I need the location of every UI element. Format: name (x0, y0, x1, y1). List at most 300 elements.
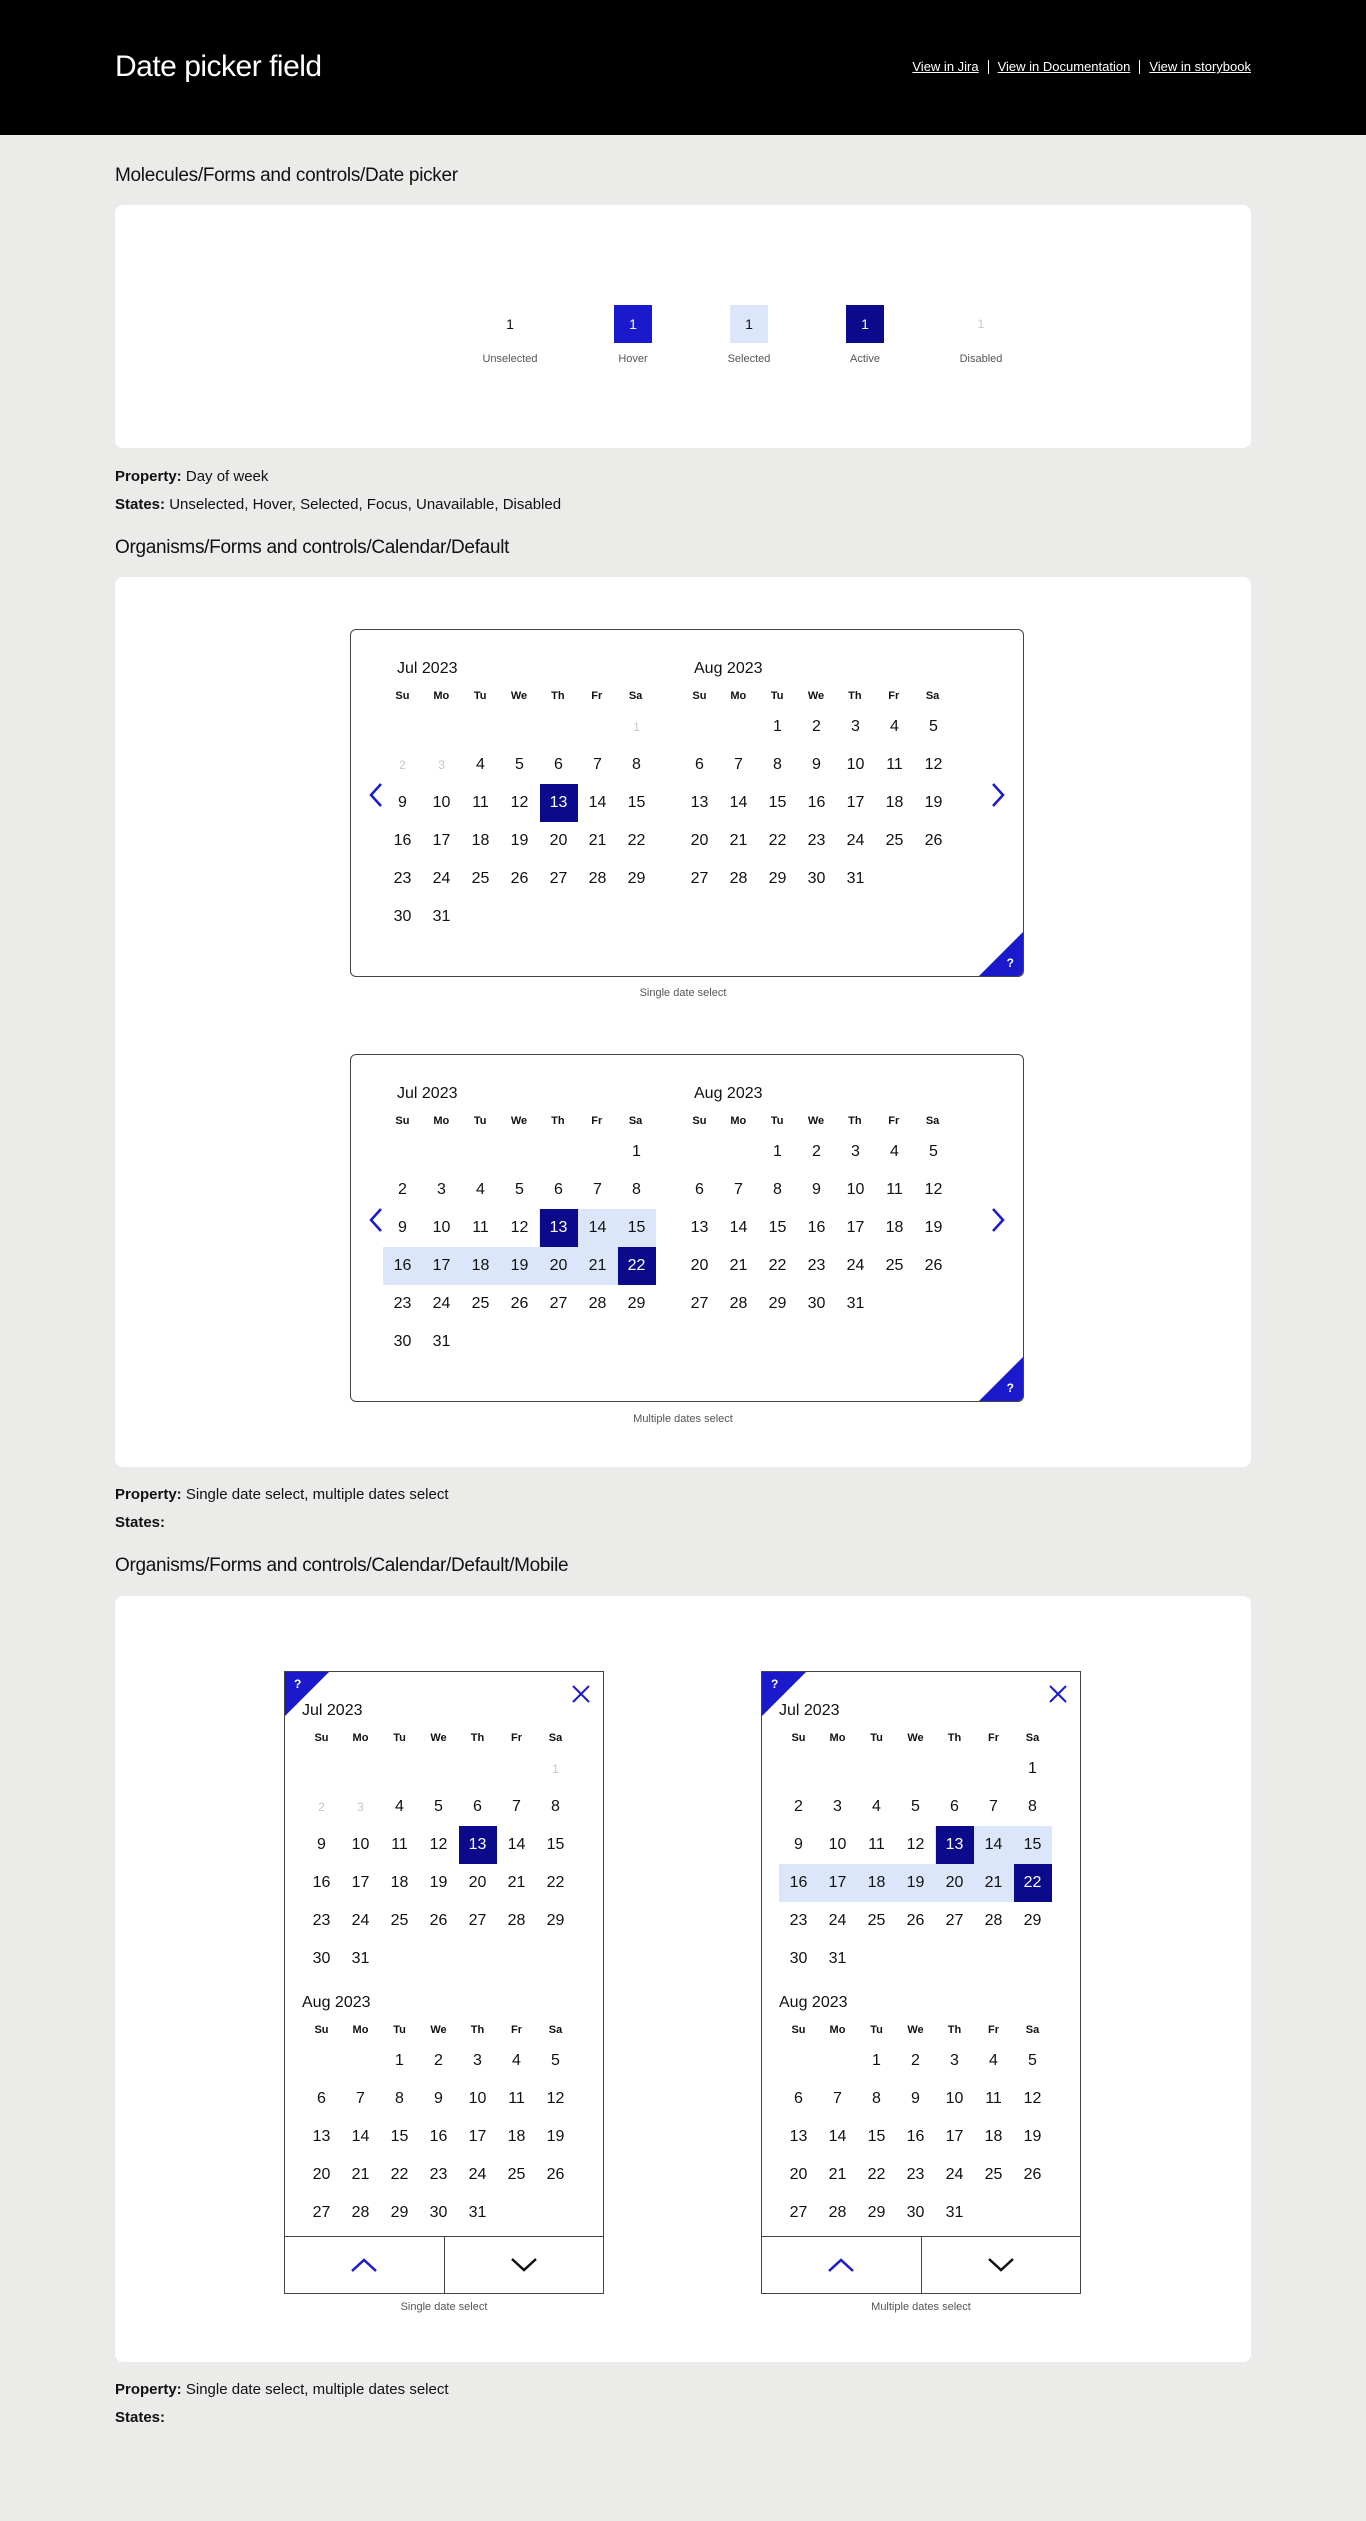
calendar-day[interactable]: 8 (773, 1181, 782, 1198)
calendar-day[interactable]: 1 (872, 2052, 881, 2069)
calendar-day[interactable]: 8 (632, 756, 641, 773)
calendar-day[interactable]: 17 (422, 1247, 461, 1285)
calendar-day[interactable]: 13 (789, 2128, 808, 2145)
calendar-day[interactable]: 16 (807, 1219, 826, 1236)
calendar-day[interactable]: 25 (885, 1257, 904, 1274)
calendar-day[interactable]: 13 (312, 2128, 331, 2145)
calendar-day[interactable]: 27 (945, 1912, 964, 1929)
weekday-header (779, 2024, 1052, 2036)
calendar-day[interactable]: 31 (432, 1333, 451, 1350)
calendar-day[interactable]: 26 (510, 1295, 529, 1312)
calendar-day[interactable]: 23 (789, 1912, 808, 1929)
calendar-day[interactable]: 26 (906, 1912, 925, 1929)
chevron-down-icon[interactable] (922, 2237, 1081, 2293)
calendar-day[interactable]: 19 (546, 2128, 565, 2145)
chevron-up-icon[interactable] (762, 2237, 922, 2293)
calendar-day[interactable]: 20 (312, 2166, 331, 2183)
calendar-day[interactable]: 15 (627, 794, 646, 811)
weekday-header (302, 2024, 575, 2036)
calendar-day[interactable]: 26 (429, 1912, 448, 1929)
calendar-day[interactable]: 29 (390, 2204, 409, 2221)
calendar-day[interactable]: 14 (729, 1219, 748, 1236)
calendar-day[interactable]: 23 (807, 832, 826, 849)
calendar-day[interactable]: 11 (868, 1836, 885, 1853)
calendar-day[interactable]: 13 (539, 1209, 578, 1247)
weekday-header (680, 690, 952, 702)
calendar-day[interactable]: 17 (351, 1874, 370, 1891)
calendar-day[interactable]: 28 (351, 2204, 370, 2221)
calendar-day[interactable]: 8 (632, 1181, 641, 1198)
calendar-day[interactable]: 11 (472, 794, 489, 811)
calendar-day[interactable]: 28 (729, 1295, 748, 1312)
calendar-day[interactable]: 21 (351, 2166, 370, 2183)
mobile-calendar-footer (761, 2236, 1081, 2294)
calendar-day[interactable]: 23 (429, 2166, 448, 2183)
calendar-day[interactable]: 20 (468, 1874, 487, 1891)
calendar-day[interactable]: 20 (789, 2166, 808, 2183)
calendar-day[interactable]: 24 (828, 1912, 847, 1929)
calendar-day[interactable]: 20 (690, 832, 709, 849)
calendar-day[interactable]: 9 (434, 2090, 443, 2107)
calendar-day[interactable]: 27 (468, 1912, 487, 1929)
calendar-day[interactable]: 10 (846, 1181, 865, 1198)
calendar-day[interactable]: 16 (906, 2128, 925, 2145)
calendar-day[interactable]: 23 (906, 2166, 925, 2183)
weekday-label: Th (848, 690, 862, 702)
view-in-documentation-link[interactable]: View in Documentation (997, 59, 1131, 74)
calendar-day[interactable]: 25 (471, 1295, 490, 1312)
calendar-day[interactable]: 16 (429, 2128, 448, 2145)
calendar-day[interactable]: 21 (974, 1864, 1013, 1902)
weekday-label: We (430, 2024, 447, 2036)
calendar-day[interactable]: 6 (794, 2090, 803, 2107)
calendar-day[interactable]: 21 (507, 1874, 526, 1891)
calendar-day[interactable]: 14 (974, 1826, 1013, 1864)
calendar-day[interactable]: 5 (911, 1798, 920, 1815)
calendar-day[interactable]: 7 (833, 2090, 842, 2107)
weekday-label: We (807, 1115, 825, 1127)
calendar-day[interactable]: 16 (779, 1864, 818, 1902)
empty-day (383, 1133, 422, 1171)
calendar-day[interactable]: 5 (929, 718, 938, 735)
weekday-header (383, 1115, 655, 1127)
calendar-day[interactable]: 2 (434, 2052, 443, 2069)
calendar-day[interactable]: 6 (317, 2090, 326, 2107)
calendar-day[interactable]: 18 (885, 1219, 904, 1236)
calendar-month-jul (383, 1085, 655, 1361)
calendar-day[interactable]: 3 (851, 718, 860, 735)
calendar-day[interactable]: 23 (393, 1295, 412, 1312)
calendar-day[interactable]: 6 (950, 1798, 959, 1815)
calendar-day[interactable]: 30 (429, 2204, 448, 2221)
empty-day (383, 708, 422, 746)
calendar-day[interactable]: 12 (924, 756, 943, 773)
calendar-day[interactable]: 6 (695, 1181, 704, 1198)
calendar-day[interactable]: 26 (924, 1257, 943, 1274)
calendar-day[interactable]: 21 (729, 832, 748, 849)
calendar-day[interactable]: 14 (588, 794, 607, 811)
calendar-day[interactable]: 8 (395, 2090, 404, 2107)
view-in-storybook-link[interactable]: View in storybook (1149, 59, 1251, 74)
calendar-day[interactable]: 27 (312, 2204, 331, 2221)
calendar-day[interactable]: 10 (468, 2090, 487, 2107)
calendar-day[interactable]: 28 (507, 1912, 526, 1929)
calendar-day[interactable]: 9 (794, 1836, 803, 1853)
calendar-day[interactable]: 29 (867, 2204, 886, 2221)
calendar-day[interactable]: 26 (510, 870, 529, 887)
calendar-day[interactable]: 22 (867, 2166, 886, 2183)
calendar-day[interactable]: 12 (546, 2090, 565, 2107)
calendar-day[interactable]: 15 (768, 794, 787, 811)
view-in-jira-link[interactable]: View in Jira (912, 59, 979, 74)
calendar-day[interactable]: 27 (549, 1295, 568, 1312)
calendar-day[interactable]: 8 (872, 2090, 881, 2107)
calendar-day[interactable]: 11 (508, 2090, 525, 2107)
calendar-day[interactable]: 12 (429, 1836, 448, 1853)
calendar-day[interactable]: 30 (906, 2204, 925, 2221)
calendar-day[interactable]: 8 (773, 756, 782, 773)
empty-day (422, 1133, 461, 1171)
calendar-day[interactable]: 4 (872, 1798, 881, 1815)
weekday-label: Mo (829, 1732, 846, 1744)
calendar-day[interactable]: 4 (989, 2052, 998, 2069)
caption-multiple-dates-select: Multiple dates select (871, 2301, 971, 2313)
help-corner-button[interactable] (979, 1357, 1023, 1401)
calendar-day[interactable]: 4 (512, 2052, 521, 2069)
calendar-month-aug (680, 1085, 952, 1323)
calendar-day[interactable]: 24 (432, 1295, 451, 1312)
calendar-day[interactable]: 16 (383, 1247, 422, 1285)
chevron-up-icon[interactable] (285, 2237, 445, 2293)
calendar-day[interactable]: 7 (734, 756, 743, 773)
calendar-day[interactable]: 4 (890, 718, 899, 735)
empty-day (302, 2042, 341, 2080)
calendar-day[interactable]: 12 (924, 1181, 943, 1198)
weekday-label: Th (947, 2024, 962, 2036)
calendar-day[interactable]: 2 (812, 718, 821, 735)
calendar-day[interactable]: 7 (593, 756, 602, 773)
calendar-day[interactable]: 23 (393, 870, 412, 887)
calendar-day[interactable]: 25 (984, 2166, 1003, 2183)
state-label: Hover (618, 353, 648, 365)
calendar-month-aug (302, 1994, 575, 2232)
calendar-day[interactable]: 20 (549, 832, 568, 849)
calendar-day[interactable]: 18 (984, 2128, 1003, 2145)
calendar-day[interactable]: 25 (885, 832, 904, 849)
calendar-day[interactable]: 29 (546, 1912, 565, 1929)
calendar-day[interactable]: 31 (945, 2204, 964, 2221)
calendar-day[interactable]: 17 (818, 1864, 857, 1902)
calendar-day[interactable]: 17 (945, 2128, 964, 2145)
month-title: Jul 2023 (302, 1702, 363, 1719)
calendar-day[interactable]: 10 (828, 1836, 847, 1853)
calendar-day[interactable]: 11 (886, 756, 903, 773)
help-icon: ? (294, 1677, 302, 1691)
calendar-day[interactable]: 1 (632, 1143, 641, 1160)
calendar-day[interactable]: 31 (351, 1950, 370, 1967)
calendar-day[interactable]: 31 (828, 1950, 847, 1967)
calendar-day[interactable]: 1 (1028, 1760, 1037, 1777)
calendar-day[interactable]: 9 (812, 1181, 821, 1198)
calendar-day[interactable]: 28 (729, 870, 748, 887)
calendar-day[interactable]: 20 (935, 1864, 974, 1902)
calendar-day[interactable]: 15 (867, 2128, 886, 2145)
calendar-day[interactable]: 22 (390, 2166, 409, 2183)
calendar-day[interactable]: 3 (851, 1143, 860, 1160)
calendar-day[interactable]: 30 (393, 908, 412, 925)
calendar-day[interactable]: 21 (729, 1257, 748, 1274)
calendar-day[interactable]: 15 (617, 1209, 656, 1247)
calendar-day[interactable]: 7 (734, 1181, 743, 1198)
calendar-day[interactable]: 18 (885, 794, 904, 811)
weekday-label: Sa (925, 1115, 940, 1127)
calendar-day[interactable]: 29 (768, 1295, 787, 1312)
calendar-day[interactable]: 16 (312, 1874, 331, 1891)
calendar-day[interactable]: 5 (434, 1798, 443, 1815)
calendar-day[interactable]: 29 (1023, 1912, 1042, 1929)
chevron-right-icon[interactable] (985, 1205, 1009, 1235)
calendar-day[interactable]: 14 (578, 1209, 617, 1247)
calendar-day[interactable]: 14 (729, 794, 748, 811)
calendar-day[interactable]: 27 (690, 1295, 709, 1312)
calendar-day[interactable]: 4 (476, 1181, 485, 1198)
calendar-day[interactable]: 15 (768, 1219, 787, 1236)
calendar-day[interactable]: 16 (807, 794, 826, 811)
calendar-day[interactable]: 11 (472, 1219, 489, 1236)
calendar-day[interactable]: 28 (588, 1295, 607, 1312)
calendar-day[interactable]: 12 (510, 794, 529, 811)
calendar-day[interactable]: 24 (351, 1912, 370, 1929)
calendar-day[interactable]: 9 (812, 756, 821, 773)
calendar-day[interactable]: 5 (929, 1143, 938, 1160)
calendar-day[interactable]: 3 (437, 1181, 446, 1198)
calendar-day[interactable]: 26 (546, 2166, 565, 2183)
calendar-month-aug (779, 1994, 1052, 2232)
calendar-day[interactable]: 14 (351, 2128, 370, 2145)
calendar-day[interactable]: 23 (312, 1912, 331, 1929)
calendar-day[interactable]: 18 (390, 1874, 409, 1891)
calendar-day[interactable]: 11 (985, 2090, 1002, 2107)
calendar-month-jul (779, 1702, 1052, 1978)
calendar-day[interactable]: 4 (395, 1798, 404, 1815)
calendar-day[interactable]: 17 (846, 1219, 865, 1236)
close-icon[interactable] (571, 1684, 591, 1704)
calendar-day[interactable]: 29 (627, 870, 646, 887)
calendar-day[interactable]: 28 (828, 2204, 847, 2221)
calendar-day[interactable]: 2 (812, 1143, 821, 1160)
calendar-day[interactable]: 25 (867, 1912, 886, 1929)
calendar-day[interactable]: 15 (390, 2128, 409, 2145)
calendar-day[interactable]: 7 (989, 1798, 998, 1815)
calendar-day[interactable]: 19 (924, 794, 943, 811)
calendar-day[interactable]: 9 (911, 2090, 920, 2107)
calendar-day[interactable]: 14 (507, 1836, 526, 1853)
calendar-day[interactable]: 31 (468, 2204, 487, 2221)
calendar-day[interactable]: 31 (846, 870, 865, 887)
calendar-day[interactable]: 1 (395, 2052, 404, 2069)
day-grid (302, 2042, 575, 2232)
weekday-label: Th (947, 1732, 962, 1744)
calendar-day[interactable]: 19 (429, 1874, 448, 1891)
calendar-day[interactable]: 17 (432, 832, 451, 849)
calendar-day[interactable]: 22 (546, 1874, 565, 1891)
calendar-day: 3 (357, 1800, 364, 1814)
month-title: Aug 2023 (694, 660, 763, 677)
weekday-header (302, 1732, 575, 1744)
calendar-day[interactable]: 21 (578, 1247, 617, 1285)
weekday-label: Fr (511, 2024, 522, 2036)
calendar-day[interactable]: 6 (695, 756, 704, 773)
calendar-day[interactable]: 17 (468, 2128, 487, 2145)
calendar-day[interactable]: 13 (935, 1826, 974, 1864)
calendar-day[interactable]: 22 (768, 1257, 787, 1274)
calendar-day[interactable]: 7 (356, 2090, 365, 2107)
calendar-day[interactable]: 23 (807, 1257, 826, 1274)
day-cell-selected[interactable]: 1 (730, 305, 768, 343)
calendar-day[interactable]: 8 (551, 1798, 560, 1815)
calendar-day[interactable]: 13 (539, 784, 578, 822)
calendar-day[interactable]: 18 (507, 2128, 526, 2145)
calendar-day[interactable]: 24 (846, 1257, 865, 1274)
calendar-day[interactable]: 19 (1023, 2128, 1042, 2145)
weekday-label: We (907, 1732, 924, 1744)
calendar-day[interactable]: 25 (390, 1912, 409, 1929)
chevron-down-icon[interactable] (445, 2237, 604, 2293)
calendar-day[interactable]: 30 (393, 1333, 412, 1350)
calendar-day[interactable]: 22 (617, 1247, 656, 1285)
calendar-day[interactable]: 14 (828, 2128, 847, 2145)
calendar-day[interactable]: 9 (317, 1836, 326, 1853)
calendar-day[interactable]: 18 (857, 1864, 896, 1902)
weekday-header (680, 1115, 952, 1127)
calendar-day[interactable]: 5 (551, 2052, 560, 2069)
calendar-day[interactable]: 4 (890, 1143, 899, 1160)
calendar-day[interactable]: 3 (473, 2052, 482, 2069)
calendar-day[interactable]: 22 (1013, 1864, 1052, 1902)
calendar-day[interactable]: 7 (512, 1798, 521, 1815)
weekday-label: Mo (730, 690, 747, 702)
calendar-day[interactable]: 24 (846, 832, 865, 849)
calendar-day[interactable]: 26 (1023, 2166, 1042, 2183)
calendar-day[interactable]: 5 (515, 756, 524, 773)
weekday-label: Fr (988, 1732, 999, 1744)
calendar-day[interactable]: 30 (807, 870, 826, 887)
calendar-day[interactable]: 24 (432, 870, 451, 887)
calendar-day[interactable]: 20 (690, 1257, 709, 1274)
calendar-day[interactable]: 9 (398, 1219, 407, 1236)
calendar-day[interactable]: 10 (432, 794, 451, 811)
calendar-day[interactable]: 26 (924, 832, 943, 849)
calendar-day[interactable]: 13 (690, 794, 709, 811)
calendar-day[interactable]: 11 (391, 1836, 408, 1853)
calendar-day[interactable]: 21 (828, 2166, 847, 2183)
day-cell-unselected[interactable]: 1 (506, 316, 514, 332)
calendar-day[interactable]: 8 (1028, 1798, 1037, 1815)
calendar-day[interactable]: 19 (924, 1219, 943, 1236)
calendar-day[interactable]: 21 (588, 832, 607, 849)
property-line: Property: Single date select, multiple dates select (115, 2381, 449, 2398)
calendar-day[interactable]: 12 (1023, 2090, 1042, 2107)
calendar-day[interactable]: 2 (911, 2052, 920, 2069)
calendar-day[interactable]: 31 (846, 1295, 865, 1312)
day-cell-active[interactable]: 1 (846, 305, 884, 343)
calendar-day[interactable]: 11 (886, 1181, 903, 1198)
calendar-day[interactable]: 30 (312, 1950, 331, 1967)
calendar-day[interactable]: 15 (546, 1836, 565, 1853)
state-label: Selected (727, 353, 771, 365)
calendar-day[interactable]: 10 (945, 2090, 964, 2107)
calendar-day[interactable]: 2 (398, 1181, 407, 1198)
calendar-day[interactable]: 24 (468, 2166, 487, 2183)
calendar-day[interactable]: 24 (945, 2166, 964, 2183)
calendar-day[interactable]: 27 (789, 2204, 808, 2221)
calendar-day[interactable]: 28 (588, 870, 607, 887)
calendar-day[interactable]: 25 (507, 2166, 526, 2183)
calendar-day[interactable]: 5 (515, 1181, 524, 1198)
calendar-day[interactable]: 12 (906, 1836, 925, 1853)
calendar-day[interactable]: 27 (549, 870, 568, 887)
calendar-day[interactable]: 31 (432, 908, 451, 925)
empty-day (458, 1750, 497, 1788)
calendar-day[interactable]: 10 (846, 756, 865, 773)
calendar-day[interactable]: 3 (833, 1798, 842, 1815)
calendar-day[interactable]: 1 (773, 1143, 782, 1160)
calendar-day[interactable]: 10 (351, 1836, 370, 1853)
calendar-day[interactable]: 6 (473, 1798, 482, 1815)
calendar-day[interactable]: 27 (690, 870, 709, 887)
calendar-day[interactable]: 9 (398, 794, 407, 811)
calendar-day[interactable]: 2 (794, 1798, 803, 1815)
calendar-day[interactable]: 17 (846, 794, 865, 811)
close-icon[interactable] (1048, 1684, 1068, 1704)
calendar-day: 3 (438, 758, 445, 772)
calendar-day[interactable]: 25 (471, 870, 490, 887)
calendar-day[interactable]: 19 (510, 832, 529, 849)
calendar-day[interactable]: 30 (807, 1295, 826, 1312)
calendar-day[interactable]: 13 (458, 1826, 497, 1864)
chevron-right-icon[interactable] (985, 780, 1009, 810)
calendar-day[interactable]: 4 (476, 756, 485, 773)
day-grid (302, 1750, 575, 1978)
calendar-day[interactable]: 29 (768, 870, 787, 887)
calendar-day[interactable]: 29 (627, 1295, 646, 1312)
help-corner-button[interactable] (979, 932, 1023, 976)
calendar-day[interactable]: 1 (773, 718, 782, 735)
calendar-day[interactable]: 28 (984, 1912, 1003, 1929)
calendar-day[interactable]: 20 (539, 1247, 578, 1285)
calendar-day[interactable]: 6 (554, 756, 563, 773)
calendar-day[interactable]: 19 (500, 1247, 539, 1285)
calendar-day[interactable]: 10 (432, 1219, 451, 1236)
calendar-day[interactable]: 19 (896, 1864, 935, 1902)
calendar-day[interactable]: 22 (627, 832, 646, 849)
calendar-month-jul (383, 660, 655, 936)
calendar-day[interactable]: 5 (1028, 2052, 1037, 2069)
calendar-day[interactable]: 13 (690, 1219, 709, 1236)
calendar-day[interactable]: 7 (593, 1181, 602, 1198)
calendar-day[interactable]: 22 (768, 832, 787, 849)
calendar-day[interactable]: 3 (950, 2052, 959, 2069)
day-cell-hover[interactable]: 1 (614, 305, 652, 343)
calendar-day[interactable]: 12 (510, 1219, 529, 1236)
calendar-day[interactable]: 18 (471, 832, 490, 849)
calendar-day[interactable]: 15 (1013, 1826, 1052, 1864)
calendar-day[interactable]: 30 (789, 1950, 808, 1967)
weekday-label: Mo (829, 2024, 846, 2036)
calendar-day[interactable]: 6 (554, 1181, 563, 1198)
calendar-day[interactable]: 16 (393, 832, 412, 849)
calendar-day[interactable]: 18 (461, 1247, 500, 1285)
